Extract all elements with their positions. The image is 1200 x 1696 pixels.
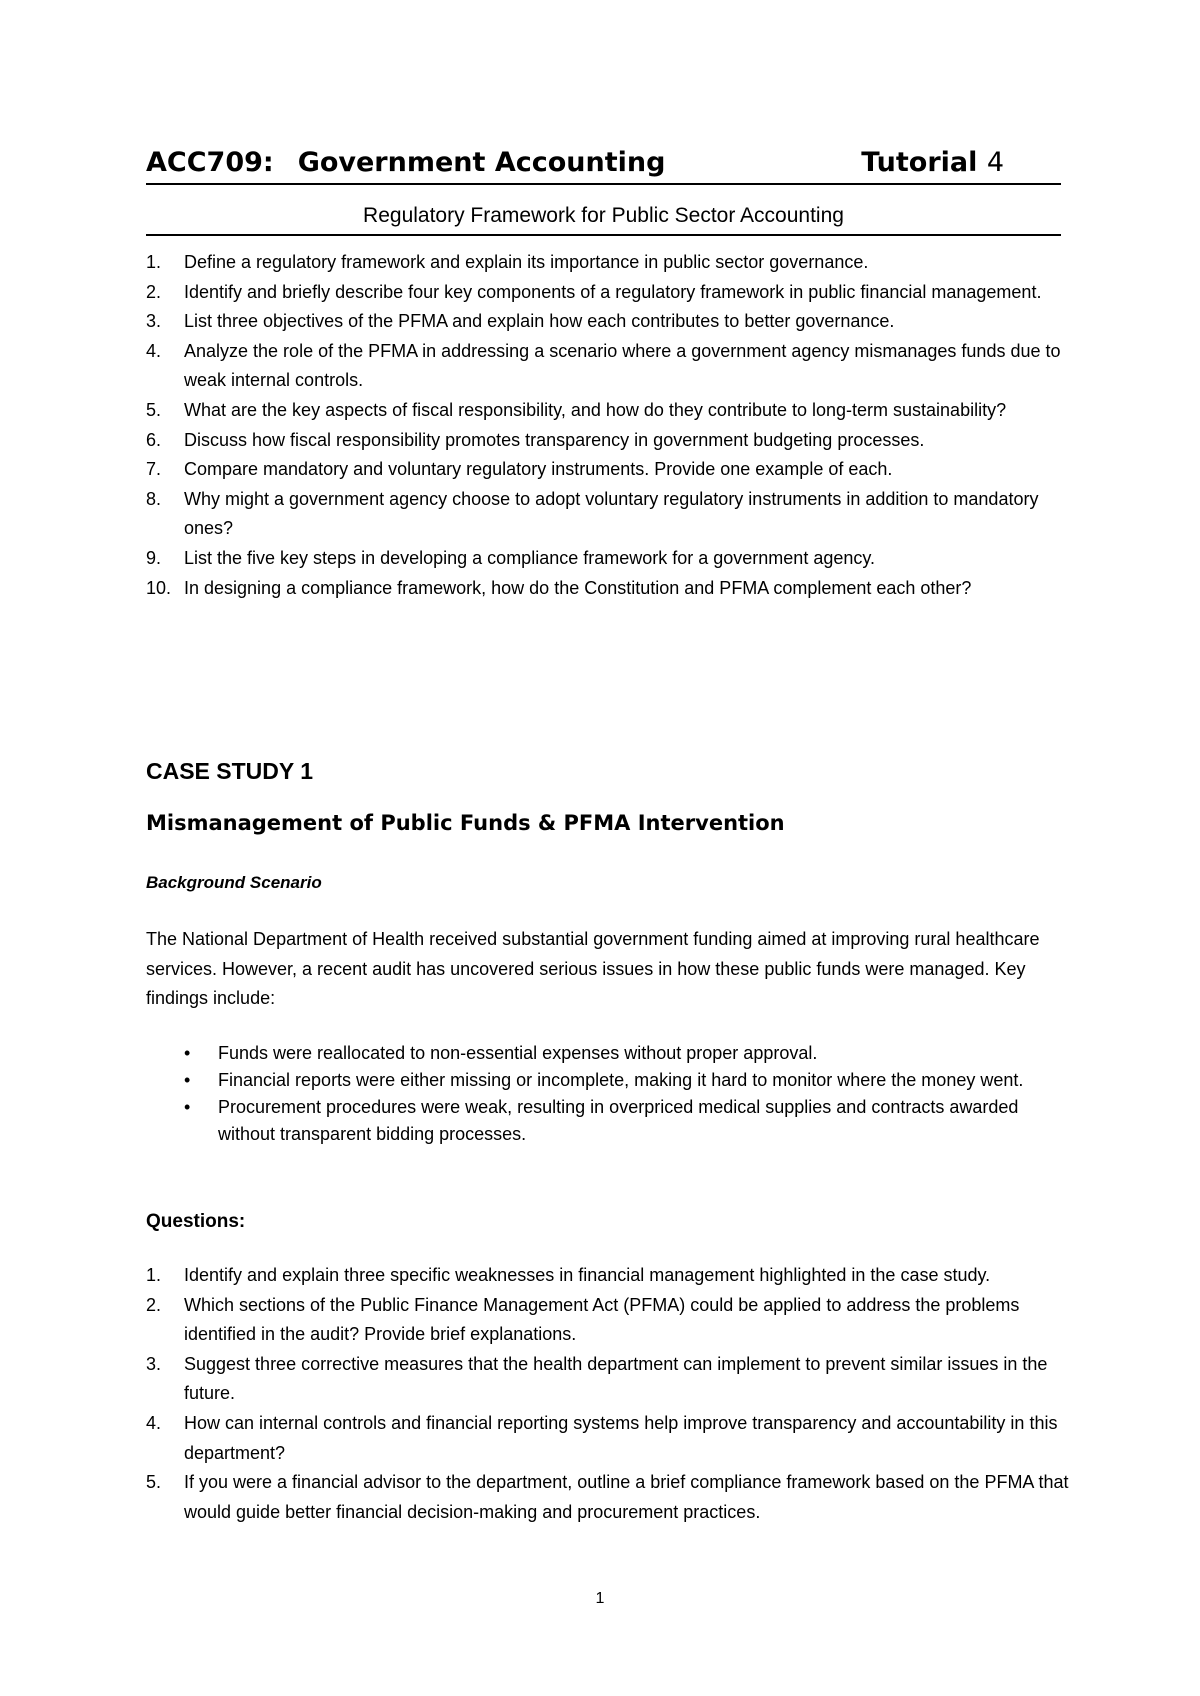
- list-item: [146, 337, 1076, 396]
- list-item: [146, 426, 1076, 456]
- document-header: [146, 143, 1061, 185]
- item-text: Financial reports were either missing or incomplete, making it hard to monitor where the money went.: [218, 1070, 1024, 1090]
- item-text: Analyze the role of the PFMA in addressing a scenario where a government agency mismanages funds due to weak internal controls.: [184, 340, 1061, 391]
- tutorial-heading: [861, 143, 1004, 183]
- list-item: [146, 248, 1076, 278]
- questions-heading: Questions:: [146, 1211, 246, 1232]
- case-question-list: [146, 1261, 1076, 1527]
- item-text: Define a regulatory framework and explain its importance in public sector governance.: [184, 252, 869, 272]
- case-study-title: CASE STUDY 1: [146, 758, 314, 784]
- item-number: 2.: [146, 1294, 162, 1315]
- course-title: Government Accounting: [297, 147, 666, 178]
- list-item: [146, 278, 1076, 308]
- case-study-subtitle: Mismanagement of Public Funds & PFMA Intervention: [146, 811, 785, 835]
- item-text: Which sections of the Public Finance Management Act (PFMA) could be applied to address the problems identified in the audit? Provide brief explanations.: [184, 1294, 1020, 1345]
- list-item: [146, 455, 1076, 485]
- item-text: If you were a financial advisor to the department, outline a brief compliance framework based on the PFMA that would guide better financial decision-making and procurement practices.: [184, 1472, 1069, 1522]
- document-subtitle: Regulatory Framework for Public Sector Accounting: [146, 198, 1061, 236]
- item-text: Identify and briefly describe four key components of a regulatory framework in public financial management.: [184, 281, 1042, 302]
- page-number: 1: [595, 1590, 605, 1607]
- list-item: [146, 1409, 1076, 1468]
- list-item: [146, 1350, 1076, 1409]
- course-heading: [146, 143, 665, 183]
- background-label: Background Scenario: [146, 873, 322, 892]
- item-text: List the five key steps in developing a compliance framework for a government agency.: [184, 547, 876, 568]
- item-text: Funds were reallocated to non-essential expenses without proper approval.: [218, 1043, 818, 1063]
- bullet-icon: •: [184, 1043, 191, 1063]
- item-number: 2.: [146, 281, 162, 302]
- list-item: [146, 1094, 1066, 1148]
- item-number: 5.: [146, 1472, 162, 1493]
- item-number: 10.: [146, 577, 172, 598]
- item-text: Suggest three corrective measures that the health department can implement to prevent similar issues in the future.: [184, 1353, 1048, 1404]
- item-number: 9.: [146, 547, 162, 568]
- list-item: [146, 544, 1076, 574]
- item-text: Identify and explain three specific weaknesses in financial management highlighted in the case study.: [184, 1265, 991, 1285]
- item-text: List three objectives of the PFMA and explain how each contributes to better governance.: [184, 311, 895, 332]
- item-text: In designing a compliance framework, how do the Constitution and PFMA complement each other?: [184, 577, 972, 598]
- item-text: How can internal controls and financial reporting systems help improve transparency and accountability in this department?: [184, 1412, 1058, 1463]
- item-number: 1.: [146, 252, 162, 272]
- list-item: [146, 307, 1076, 337]
- item-text: Discuss how fiscal responsibility promotes transparency in government budgeting processes.: [184, 429, 925, 450]
- list-item: [146, 1468, 1076, 1527]
- bullet-icon: •: [184, 1070, 191, 1090]
- list-item: [146, 485, 1076, 544]
- background-paragraph: The National Department of Health received substantial government funding aimed at improving rural healthcare services. However, a recent audit has uncovered serious issues in how these public funds were managed. Key findings include:: [146, 929, 1040, 1009]
- item-number: 4.: [146, 340, 162, 361]
- tutorial-number: 4: [986, 147, 1004, 178]
- item-number: 8.: [146, 488, 162, 509]
- course-code: ACC709:: [146, 147, 274, 178]
- item-text: What are the key aspects of fiscal responsibility, and how do they contribute to long-term sustainability?: [184, 399, 1007, 420]
- item-number: 1.: [146, 1265, 162, 1285]
- findings-list: [146, 1040, 1066, 1148]
- list-item: [146, 1261, 1076, 1291]
- item-text: Why might a government agency choose to adopt voluntary regulatory instruments in addition to mandatory ones?: [184, 488, 1039, 539]
- item-number: 5.: [146, 399, 162, 420]
- tutorial-question-list: [146, 248, 1076, 603]
- item-number: 7.: [146, 459, 162, 480]
- list-item: [146, 396, 1076, 426]
- bullet-icon: •: [184, 1097, 191, 1117]
- list-item: [146, 1291, 1076, 1350]
- item-text: Procurement procedures were weak, resulting in overpriced medical supplies and contracts awarded without transparent bidding processes.: [218, 1097, 1019, 1144]
- item-number: 6.: [146, 429, 162, 450]
- tutorial-label: Tutorial: [861, 147, 978, 178]
- item-number: 3.: [146, 1353, 162, 1374]
- list-item: [146, 1040, 1066, 1067]
- list-item: [146, 1067, 1066, 1094]
- item-number: 4.: [146, 1412, 162, 1433]
- item-text: Compare mandatory and voluntary regulatory instruments. Provide one example of each.: [184, 459, 893, 480]
- list-item: [146, 574, 1076, 604]
- item-number: 3.: [146, 311, 162, 332]
